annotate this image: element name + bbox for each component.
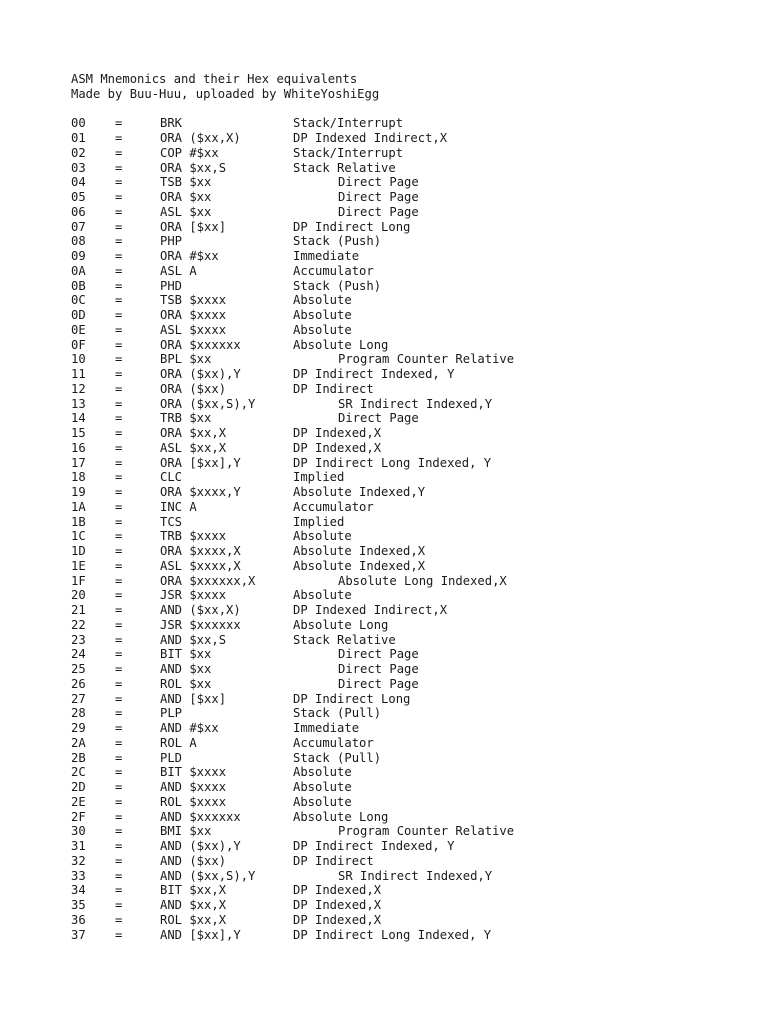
document-page [71,72,768,942]
opcode-hex: 1B [71,514,86,529]
equals-sign: = [115,308,123,322]
opcode-hex: 29 [71,721,86,735]
addressing-mode: Direct Page [338,204,419,219]
opcode-hex: 28 [71,706,86,721]
opcode-hex: 12 [71,381,86,396]
table-row [71,765,768,780]
addressing-mode: Absolute [293,293,352,308]
equals-sign: = [115,485,123,499]
table-row [71,588,768,603]
table-row [71,544,768,559]
table-row [71,205,768,220]
equals-sign: = [115,190,123,204]
addressing-mode: Direct Page [338,190,419,204]
equals-sign: = [115,632,123,647]
addressing-mode: Absolute Long Indexed,X [338,573,507,588]
addressing-mode: Absolute [293,780,352,794]
equals-sign: = [115,603,123,617]
addressing-mode: Direct Page [338,662,419,676]
opcode-instruction: ORA $xx,S [160,160,227,175]
opcode-instruction: ROL $xx,X [160,912,227,927]
opcode-instruction: ORA ($xx,X) [160,131,241,145]
opcode-instruction: ORA $xxxxxx [160,337,241,352]
opcode-instruction: JSR $xxxxxx [160,617,241,632]
equals-sign: = [115,750,123,765]
opcode-instruction: PLD [160,750,183,765]
equals-sign: = [115,396,123,411]
addressing-mode: Stack/Interrupt [293,116,404,131]
opcode-table [71,116,768,942]
opcode-instruction: ASL $xxxx [160,322,227,337]
table-row [71,279,768,294]
equals-sign: = [115,927,123,942]
opcode-hex: 13 [71,396,86,411]
opcode-hex: 32 [71,853,86,868]
opcode-hex: 27 [71,691,86,706]
table-row [71,751,768,766]
table-row [71,677,768,692]
opcode-hex: 25 [71,662,86,676]
table-row [71,338,768,353]
addressing-mode: SR Indirect Indexed,Y [338,868,493,883]
opcode-hex: 09 [71,249,86,263]
equals-sign: = [115,558,123,573]
equals-sign: = [115,116,123,131]
table-row [71,574,768,589]
addressing-mode: Absolute [293,322,352,337]
table-row [71,898,768,913]
opcode-hex: 06 [71,204,86,219]
table-row [71,913,768,928]
equals-sign: = [115,293,123,308]
opcode-hex: 23 [71,632,86,647]
equals-sign: = [115,455,123,470]
equals-sign: = [115,676,123,691]
opcode-hex: 10 [71,352,86,367]
opcode-hex: 02 [71,145,86,160]
table-row [71,161,768,176]
table-row [71,662,768,677]
opcode-hex: 00 [71,116,86,131]
opcode-hex: 14 [71,411,86,426]
equals-sign: = [115,706,123,721]
equals-sign: = [115,426,123,440]
opcode-instruction: ORA [$xx],Y [160,455,241,470]
addressing-mode: Absolute [293,588,352,603]
addressing-mode: DP Indirect Long [293,691,411,706]
table-row [71,175,768,190]
addressing-mode: DP Indexed,X [293,898,382,912]
opcode-instruction: ORA [$xx] [160,219,227,234]
opcode-instruction: PHD [160,278,183,293]
addressing-mode: DP Indirect Indexed, Y [293,839,455,853]
opcode-hex: 1E [71,558,86,573]
addressing-mode: Implied [293,470,345,485]
addressing-mode: DP Indirect Long Indexed, Y [293,455,492,470]
opcode-instruction: AND $xxxxxx [160,809,241,824]
table-row [71,721,768,736]
table-row [71,824,768,839]
equals-sign: = [115,219,123,234]
opcode-instruction: AND $xx [160,662,212,676]
equals-sign: = [115,249,123,263]
opcode-instruction: AND ($xx,S),Y [160,868,256,883]
opcode-hex: 30 [71,824,86,839]
opcode-instruction: TSB $xx [160,175,212,190]
opcode-hex: 18 [71,470,86,485]
opcode-instruction: ASL $xx [160,204,212,219]
equals-sign: = [115,411,123,426]
opcode-instruction: ROL A [160,735,197,750]
addressing-mode: Absolute Indexed,Y [293,485,426,499]
addressing-mode: Absolute [293,765,352,780]
opcode-instruction: CLC [160,470,183,485]
document-title: ASM Mnemonics and their Hex equivalents [71,72,358,86]
addressing-mode: Stack Relative [293,160,396,175]
opcode-instruction: ORA $xxxx,Y [160,485,241,499]
opcode-hex: 19 [71,485,86,499]
opcode-hex: 17 [71,455,86,470]
addressing-mode: Absolute Indexed,X [293,544,426,558]
opcode-instruction: AND ($xx) [160,853,227,868]
addressing-mode: Stack (Pull) [293,750,382,765]
opcode-hex: 33 [71,868,86,883]
table-row [71,795,768,810]
table-row [71,426,768,441]
addressing-mode: Program Counter Relative [338,352,515,367]
equals-sign: = [115,529,123,544]
opcode-instruction: ASL A [160,263,197,278]
addressing-mode: Stack/Interrupt [293,145,404,160]
addressing-mode: Absolute Long [293,337,389,352]
opcode-instruction: AND $xxxx [160,780,227,794]
equals-sign: = [115,839,123,853]
equals-sign: = [115,794,123,809]
table-row [71,308,768,323]
table-row [71,411,768,426]
table-row [71,367,768,382]
table-row [71,736,768,751]
table-row [71,854,768,869]
equals-sign: = [115,367,123,381]
equals-sign: = [115,131,123,145]
opcode-instruction: BMI $xx [160,824,212,839]
equals-sign: = [115,160,123,175]
opcode-hex: 36 [71,912,86,927]
opcode-hex: 2E [71,794,86,809]
table-row [71,839,768,854]
opcode-instruction: BIT $xxxx [160,765,227,780]
opcode-hex: 37 [71,927,86,942]
table-row [71,456,768,471]
addressing-mode: DP Indexed Indirect,X [293,603,448,617]
opcode-instruction: AND #$xx [160,721,219,735]
addressing-mode: Program Counter Relative [338,824,515,839]
opcode-hex: 03 [71,160,86,175]
addressing-mode: DP Indexed,X [293,440,382,455]
opcode-hex: 35 [71,898,86,912]
table-row [71,397,768,412]
opcode-hex: 2F [71,809,86,824]
opcode-instruction: AND [$xx],Y [160,927,241,942]
blank-line [71,102,768,117]
equals-sign: = [115,514,123,529]
opcode-hex: 08 [71,234,86,249]
opcode-instruction: AND $xx,S [160,632,227,647]
equals-sign: = [115,337,123,352]
opcode-hex: 22 [71,617,86,632]
opcode-hex: 0A [71,263,86,278]
opcode-instruction: ORA $xxxx,X [160,544,241,558]
table-row [71,780,768,795]
opcode-hex: 2A [71,735,86,750]
opcode-instruction: ORA $xx,X [160,426,227,440]
addressing-mode: Accumulator [293,499,374,514]
equals-sign: = [115,617,123,632]
opcode-hex: 05 [71,190,86,204]
opcode-instruction: TRB $xxxx [160,529,227,544]
addressing-mode: DP Indirect [293,381,374,396]
addressing-mode: Stack (Push) [293,234,382,249]
opcode-instruction: BIT $xx,X [160,883,227,898]
equals-sign: = [115,352,123,367]
opcode-hex: 15 [71,426,86,440]
table-row [71,146,768,161]
opcode-hex: 34 [71,883,86,898]
table-row [71,883,768,898]
opcode-instruction: ORA ($xx),Y [160,367,241,381]
addressing-mode: Stack Relative [293,632,396,647]
opcode-hex: 2D [71,780,86,794]
addressing-mode: Direct Page [338,411,419,426]
addressing-mode: Implied [293,514,345,529]
equals-sign: = [115,853,123,868]
equals-sign: = [115,175,123,190]
equals-sign: = [115,691,123,706]
opcode-instruction: ROL $xx [160,676,212,691]
equals-sign: = [115,809,123,824]
opcode-instruction: ASL $xx,X [160,440,227,455]
table-row [71,352,768,367]
opcode-hex: 11 [71,367,86,381]
addressing-mode: Absolute [293,794,352,809]
equals-sign: = [115,912,123,927]
table-row [71,264,768,279]
opcode-hex: 2C [71,765,86,780]
table-row [71,485,768,500]
table-row [71,633,768,648]
addressing-mode: DP Indirect Long Indexed, Y [293,927,492,942]
table-row [71,220,768,235]
opcode-instruction: ORA ($xx) [160,381,227,396]
table-row [71,529,768,544]
addressing-mode: Absolute Long [293,617,389,632]
equals-sign: = [115,381,123,396]
table-row [71,470,768,485]
equals-sign: = [115,573,123,588]
table-row [71,692,768,707]
opcode-hex: 21 [71,603,86,617]
table-row [71,293,768,308]
opcode-hex: 31 [71,839,86,853]
addressing-mode: Stack (Pull) [293,706,382,721]
opcode-hex: 24 [71,647,86,662]
opcode-instruction: PHP [160,234,183,249]
opcode-instruction: TSB $xxxx [160,293,227,308]
equals-sign: = [115,721,123,735]
opcode-instruction: AND [$xx] [160,691,227,706]
opcode-instruction: AND ($xx,X) [160,603,241,617]
equals-sign: = [115,278,123,293]
equals-sign: = [115,322,123,337]
addressing-mode: Absolute Long [293,809,389,824]
equals-sign: = [115,662,123,676]
opcode-hex: 16 [71,440,86,455]
opcode-hex: 1A [71,499,86,514]
opcode-instruction: ORA $xxxx [160,308,227,322]
addressing-mode: DP Indexed Indirect,X [293,131,448,145]
opcode-hex: 20 [71,588,86,603]
addressing-mode: SR Indirect Indexed,Y [338,396,493,411]
equals-sign: = [115,735,123,750]
opcode-instruction: TCS [160,514,183,529]
opcode-instruction: AND $xx,X [160,898,227,912]
opcode-hex: 0B [71,278,86,293]
table-row [71,234,768,249]
opcode-instruction: ASL $xxxx,X [160,558,241,573]
equals-sign: = [115,499,123,514]
addressing-mode: Absolute Indexed,X [293,558,426,573]
table-row [71,647,768,662]
opcode-hex: 01 [71,131,86,145]
addressing-mode: DP Indirect Indexed, Y [293,367,455,381]
opcode-hex: 0D [71,308,86,322]
addressing-mode: Direct Page [338,676,419,691]
table-row [71,116,768,131]
opcode-instruction: AND ($xx),Y [160,839,241,853]
addressing-mode: DP Indexed,X [293,883,382,898]
equals-sign: = [115,824,123,839]
opcode-instruction: BPL $xx [160,352,212,367]
opcode-hex: 1F [71,573,86,588]
addressing-mode: DP Indirect [293,853,374,868]
table-row [71,249,768,264]
opcode-instruction: PLP [160,706,183,721]
opcode-hex: 0C [71,293,86,308]
opcode-instruction: ORA #$xx [160,249,219,263]
addressing-mode: Absolute [293,308,352,322]
opcode-hex: 04 [71,175,86,190]
opcode-instruction: BRK [160,116,183,131]
table-row [71,618,768,633]
addressing-mode: DP Indirect Long [293,219,411,234]
opcode-hex: 1D [71,544,86,558]
opcode-hex: 26 [71,676,86,691]
table-row [71,928,768,943]
equals-sign: = [115,588,123,603]
equals-sign: = [115,234,123,249]
opcode-instruction: BIT $xx [160,647,212,662]
table-row [71,869,768,884]
table-row [71,323,768,338]
opcode-instruction: ORA $xxxxxx,X [160,573,256,588]
table-row [71,190,768,205]
opcode-instruction: ORA ($xx,S),Y [160,396,256,411]
table-row [71,559,768,574]
opcode-hex: 07 [71,219,86,234]
document-credit: Made by Buu-Huu, uploaded by WhiteYoshiEgg [71,86,380,101]
addressing-mode: Accumulator [293,735,374,750]
addressing-mode: Direct Page [338,175,419,190]
table-row [71,382,768,397]
table-row [71,810,768,825]
equals-sign: = [115,780,123,794]
addressing-mode: Immediate [293,721,360,735]
equals-sign: = [115,470,123,485]
addressing-mode: Direct Page [338,647,419,662]
table-row [71,131,768,146]
equals-sign: = [115,898,123,912]
opcode-instruction: TRB $xx [160,411,212,426]
addressing-mode: DP Indexed,X [293,426,382,440]
table-row [71,706,768,721]
opcode-hex: 0F [71,337,86,352]
opcode-instruction: ROL $xxxx [160,794,227,809]
equals-sign: = [115,647,123,662]
equals-sign: = [115,204,123,219]
addressing-mode: DP Indexed,X [293,912,382,927]
table-row [71,500,768,515]
equals-sign: = [115,263,123,278]
opcode-instruction: INC A [160,499,197,514]
opcode-hex: 2B [71,750,86,765]
addressing-mode: Absolute [293,529,352,544]
equals-sign: = [115,544,123,558]
opcode-hex: 0E [71,322,86,337]
table-row [71,441,768,456]
equals-sign: = [115,765,123,780]
equals-sign: = [115,868,123,883]
equals-sign: = [115,440,123,455]
opcode-hex: 1C [71,529,86,544]
opcode-instruction: JSR $xxxx [160,588,227,603]
table-row [71,515,768,530]
equals-sign: = [115,883,123,898]
addressing-mode: Immediate [293,249,360,263]
opcode-instruction: COP #$xx [160,145,219,160]
opcode-instruction: ORA $xx [160,190,212,204]
table-row [71,603,768,618]
addressing-mode: Accumulator [293,263,374,278]
addressing-mode: Stack (Push) [293,278,382,293]
equals-sign: = [115,145,123,160]
